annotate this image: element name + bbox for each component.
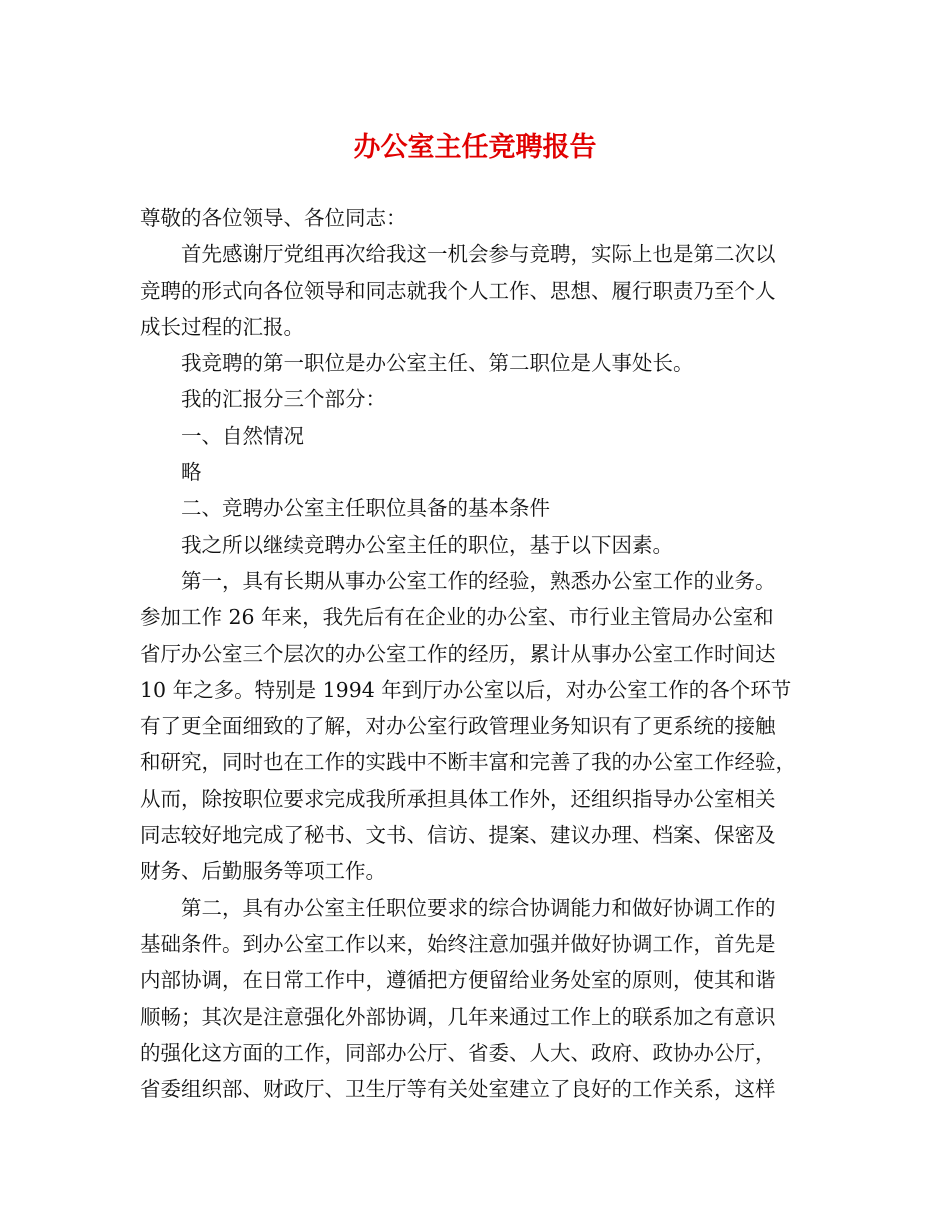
body-line: 10 年之多。特别是 1994 年到厅办公室以后，对办公室工作的各个环节 xyxy=(140,677,792,702)
body-line: 首先感谢厅党组再次给我这一机会参与竞聘，实际上也是第二次以 xyxy=(181,242,776,267)
body-line: 一、自然情况 xyxy=(181,423,304,448)
body-line: 参加工作 26 年来，我先后有在企业的办公室、市行业主管局办公室和 xyxy=(140,605,774,630)
body-line: 从而，除按职位要求完成我所承担具体工作外，还组织指导办公室相关 xyxy=(140,786,776,811)
body-line: 略 xyxy=(181,460,202,485)
body-line: 竞聘的形式向各位领导和同志就我个人工作、思想、履行职责乃至个人 xyxy=(140,278,776,303)
body-line: 二、竞聘办公室主任职位具备的基本条件 xyxy=(181,496,550,521)
body-line: 我竞聘的第一职位是办公室主任、第二职位是人事处长。 xyxy=(181,351,694,376)
body-line: 有了更全面细致的了解，对办公室行政管理业务知识有了更系统的接触 xyxy=(140,714,776,739)
body-line: 基础条件。到办公室工作以来，始终注意加强并做好协调工作，首先是 xyxy=(140,931,776,956)
body-line: 第一，具有长期从事办公室工作的经验，熟悉办公室工作的业务。 xyxy=(181,568,776,593)
body-line: 和研究，同时也在工作的实践中不断丰富和完善了我的办公室工作经验， xyxy=(140,750,796,775)
body-line: 尊敬的各位领导、各位同志： xyxy=(140,206,407,230)
body-line: 省厅办公室三个层次的办公室工作的经历，累计从事办公室工作时间达 xyxy=(140,641,776,666)
body-line: 财务、后勤服务等项工作。 xyxy=(140,859,386,884)
document-title: 办公室主任竞聘报告 xyxy=(353,132,597,163)
body-line: 我之所以继续竞聘办公室主任的职位，基于以下因素。 xyxy=(181,532,673,557)
body-line: 同志较好地完成了秘书、文书、信访、提案、建议办理、档案、保密及 xyxy=(140,823,776,848)
body-line: 内部协调，在日常工作中，遵循把方便留给业务处室的原则，使其和谐 xyxy=(140,968,776,993)
body-line: 我的汇报分三个部分： xyxy=(181,387,386,412)
body-line: 第二，具有办公室主任职位要求的综合协调能力和做好协调工作的 xyxy=(181,895,776,920)
document-body xyxy=(140,200,816,1107)
body-line: 成长过程的汇报。 xyxy=(140,314,304,339)
body-line: 省委组织部、财政厅、卫生厅等有关处室建立了良好的工作关系，这样 xyxy=(140,1077,776,1102)
body-line: 顺畅；其次是注意强化外部协调，几年来通过工作上的联系加之有意识 xyxy=(140,1004,776,1029)
body-line: 的强化这方面的工作，同部办公厅、省委、人大、政府、政协办公厅， xyxy=(140,1040,776,1065)
